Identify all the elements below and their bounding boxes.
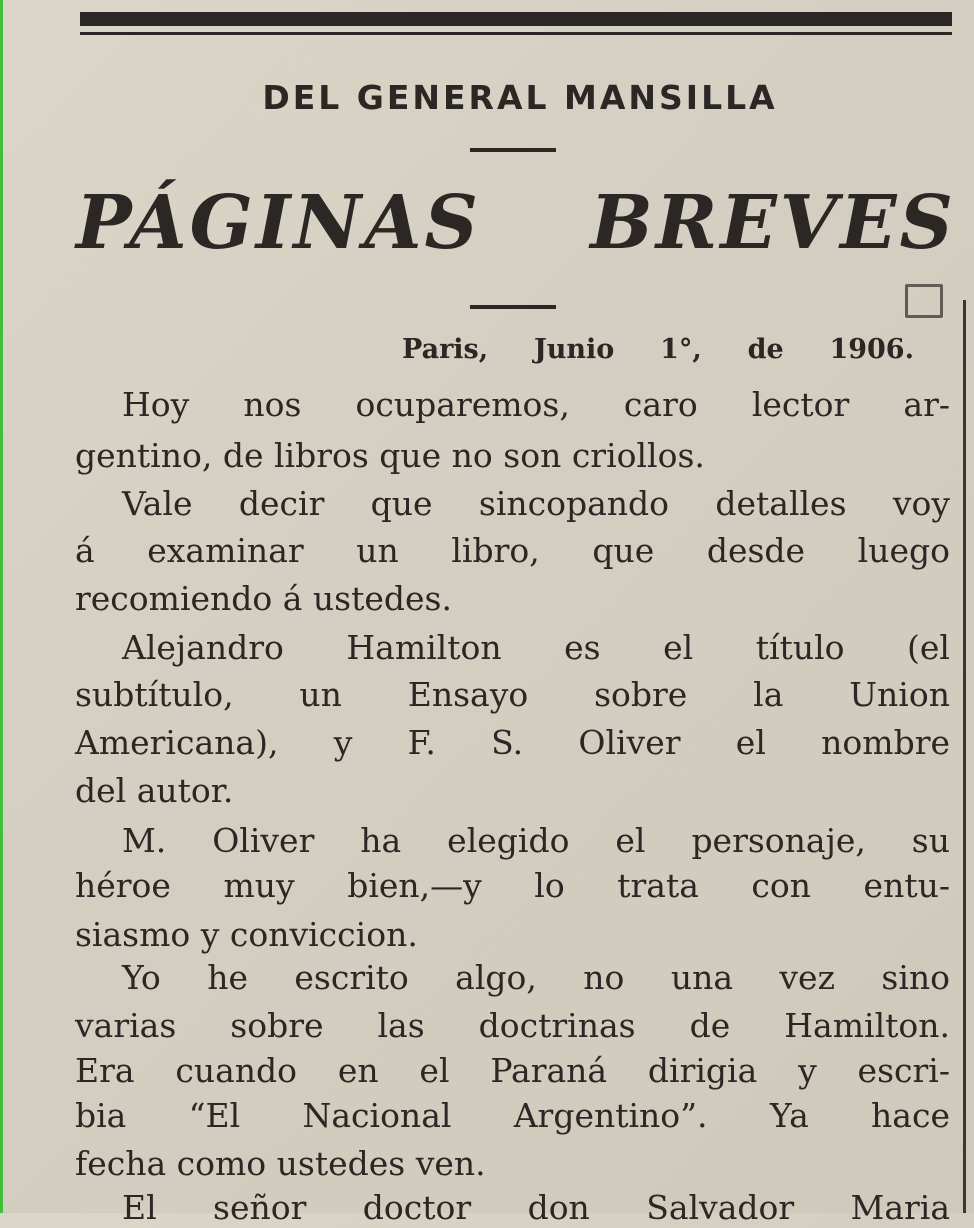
top-rule: [80, 12, 952, 26]
text-line: gentino, de libros que no son criollos.: [75, 436, 705, 475]
headline: PÁGINAS BREVES: [76, 180, 956, 266]
text-line: del autor.: [75, 771, 234, 810]
text-line: Americana), y F. S. Oliver el nombre: [75, 723, 950, 762]
text-line: Vale decir que sincopando detalles voy: [122, 484, 950, 523]
text-line: Era cuando en el Paraná dirigia y escri-: [75, 1051, 950, 1090]
kicker: DEL GENERAL MANSILLA: [262, 78, 778, 117]
divider: [470, 148, 556, 152]
top-rule-thin: [80, 32, 952, 35]
text-line: fecha como ustedes ven.: [75, 1144, 486, 1183]
text-line: héroe muy bien,—y lo trata con entu-: [75, 866, 950, 905]
dateline: Paris, Junio 1°, de 1906.: [402, 334, 914, 365]
photo-edge: [0, 0, 3, 1213]
text-line: bia “El Nacional Argentino”. Ya hace: [75, 1096, 950, 1135]
text-line: subtítulo, un Ensayo sobre la Union: [75, 675, 950, 714]
divider: [470, 305, 556, 309]
text-line: varias sobre las doctrinas de Hamilton.: [75, 1006, 950, 1045]
text-line: siasmo y conviccion.: [75, 915, 418, 954]
column-rule: [963, 300, 966, 1213]
text-line: á examinar un libro, que desde luego: [75, 531, 950, 570]
printer-mark-icon: [905, 284, 943, 318]
text-line: M. Oliver ha elegido el personaje, su: [122, 821, 950, 860]
text-line: Alejandro Hamilton es el título (el: [122, 628, 950, 667]
text-line: Hoy nos ocuparemos, caro lector ar-: [122, 385, 950, 424]
text-line: Yo he escrito algo, no una vez sino: [122, 958, 950, 997]
text-line: El señor doctor don Salvador Maria: [122, 1188, 950, 1227]
text-line: recomiendo á ustedes.: [75, 579, 452, 618]
